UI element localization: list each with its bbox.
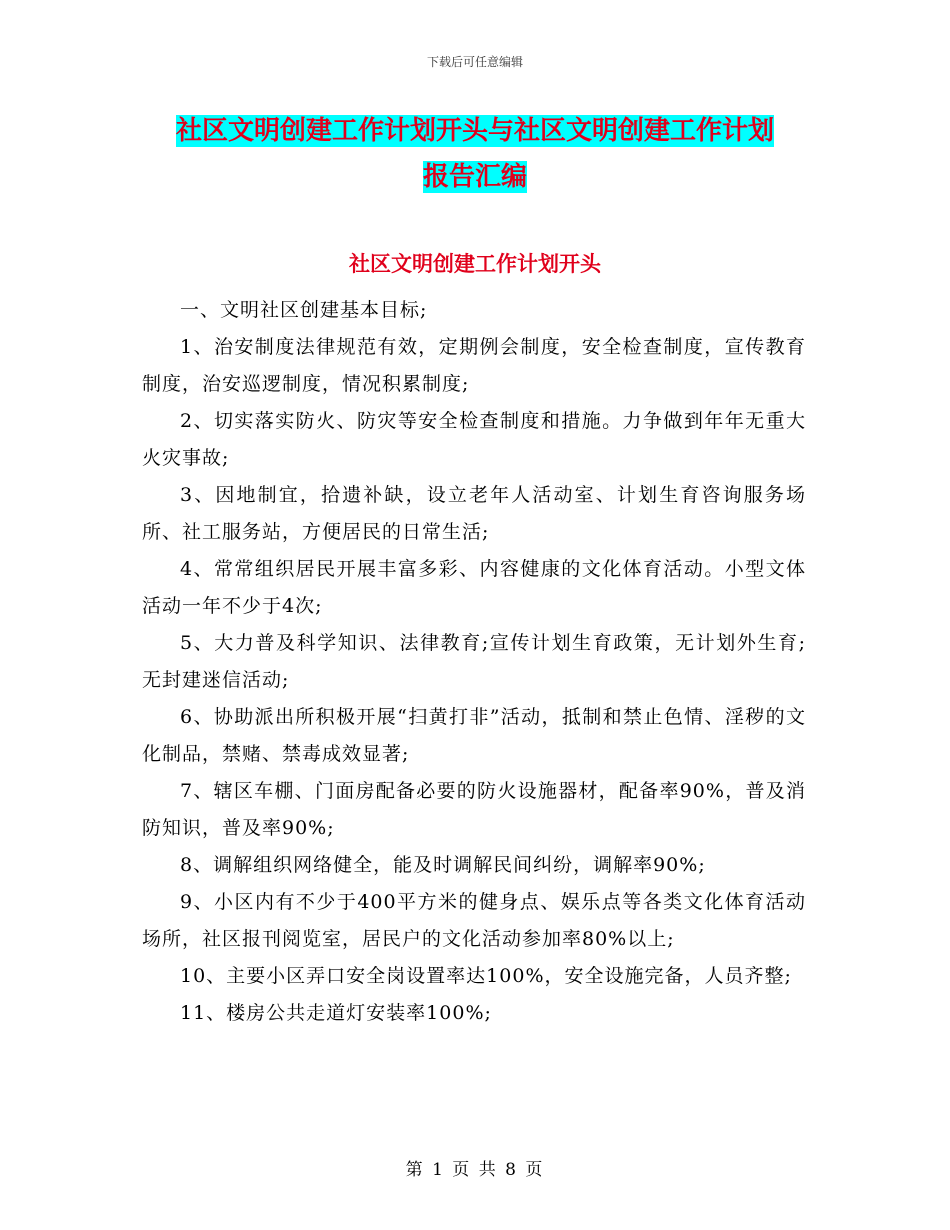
header-note: 下载后可任意编辑	[426, 55, 523, 69]
paragraph-item-7: 7、辖区车棚、门面房配备必要的防火设施器材，配备率90%，普及消防知识，普及率90%;	[142, 780, 806, 839]
paragraph-item-3: 3、因地制宜，拾遗补缺，设立老年人活动室、计划生育咨询服务场所、社工服务站，方便居民的日常生活;	[142, 484, 806, 543]
paragraph-item-11: 11、楼房公共走道灯安装率100%;	[180, 1002, 492, 1024]
body-content	[142, 292, 806, 1032]
paragraph-item-10: 10、主要小区弄口安全岗设置率达100%，安全设施完备，人员齐整;	[180, 965, 792, 987]
section-title: 社区文明创建工作计划开头	[349, 252, 601, 276]
paragraph-item-4: 4、常常组织居民开展丰富多彩、内容健康的文化体育活动。小型文体活动一年不少于4次;	[142, 558, 806, 617]
document-title-line-2: 报告汇编	[422, 162, 527, 192]
paragraph-item-1: 1、治安制度法律规范有效，定期例会制度，安全检查制度，宣传教育制度，治安巡逻制度，情况积累制度;	[142, 336, 806, 395]
paragraph-item-8: 8、调解组织网络健全，能及时调解民间纠纷，调解率90%;	[180, 854, 706, 876]
paragraph-item-5: 5、大力普及科学知识、法律教育;宣传计划生育政策，无计划外生育;无封建迷信活动;	[142, 632, 806, 691]
paragraph-item-9: 9、小区内有不少于400平方米的健身点、娱乐点等各类文化体育活动场所，社区报刊阅览室，居民户的文化活动参加率80%以上;	[142, 891, 806, 950]
page-footer: 第 1 页 共 8 页	[405, 1160, 545, 1180]
paragraph-item-2: 2、切实落实防火、防灾等安全检查制度和措施。力争做到年年无重大火灾事故;	[142, 410, 806, 469]
document-title	[140, 108, 810, 200]
paragraph-goals-heading: 一、文明社区创建基本目标;	[180, 299, 428, 321]
document-title-line-1: 社区文明创建工作计划开头与社区文明创建工作计划	[175, 116, 774, 146]
paragraph-item-6: 6、协助派出所积极开展“扫黄打非”活动，抵制和禁止色情、淫秽的文化制品，禁赌、禁毒成效显著;	[142, 706, 806, 765]
